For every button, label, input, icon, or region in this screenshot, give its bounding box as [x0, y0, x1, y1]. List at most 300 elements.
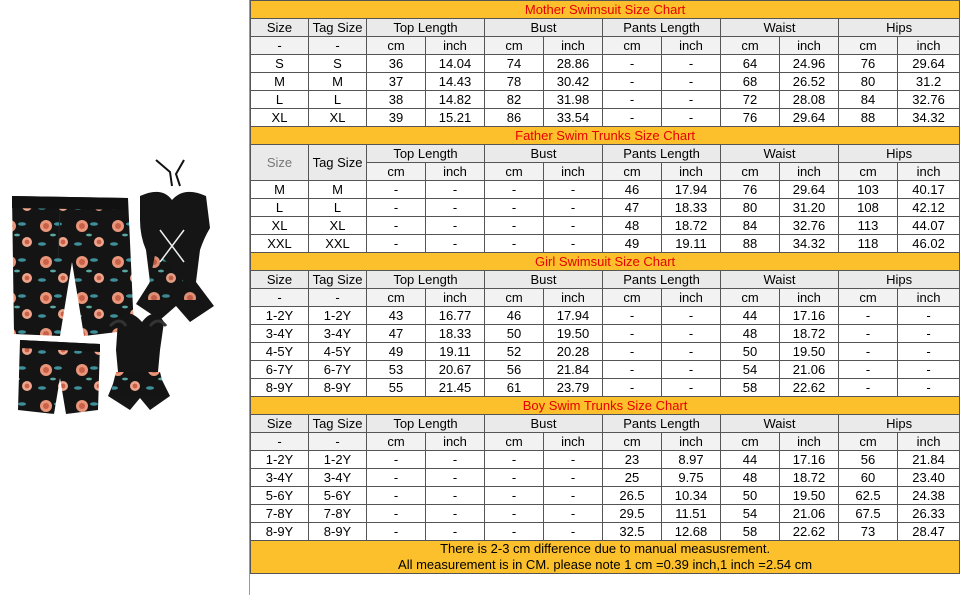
table-cell: XL — [309, 109, 367, 127]
table-cell: - — [662, 343, 721, 361]
unit-cell: cm — [603, 433, 662, 451]
table-cell: 11.51 — [662, 505, 721, 523]
table-cell: 74 — [485, 55, 544, 73]
table-cell: 21.06 — [780, 505, 839, 523]
table-cell: - — [367, 217, 426, 235]
size-chart-table — [250, 0, 960, 574]
table-row — [251, 451, 960, 469]
table-cell: M — [251, 73, 309, 91]
table-cell: 8-9Y — [309, 379, 367, 397]
table-cell: 34.32 — [780, 235, 839, 253]
table-cell: S — [251, 55, 309, 73]
table-cell: - — [898, 379, 960, 397]
unit-cell: - — [251, 433, 309, 451]
table-cell: 8-9Y — [251, 523, 309, 541]
size-chart — [250, 0, 960, 574]
table-cell: - — [485, 505, 544, 523]
column-header-pants-length: Pants Length — [603, 19, 721, 37]
table-cell: 28.08 — [780, 91, 839, 109]
unit-cell: inch — [898, 433, 960, 451]
table-cell: 82 — [485, 91, 544, 109]
table-row — [251, 343, 960, 361]
table-cell: - — [839, 307, 898, 325]
unit-cell: - — [251, 37, 309, 55]
size-chart-body — [251, 1, 960, 574]
table-cell: - — [603, 73, 662, 91]
section-title: Girl Swimsuit Size Chart — [251, 253, 960, 271]
table-row — [251, 469, 960, 487]
unit-cell: cm — [485, 163, 544, 181]
table-cell: 25 — [603, 469, 662, 487]
section-title: Mother Swimsuit Size Chart — [251, 1, 960, 19]
table-row — [251, 199, 960, 217]
column-header-pants-length: Pants Length — [603, 415, 721, 433]
section-title: Father Swim Trunks Size Chart — [251, 127, 960, 145]
table-cell: 113 — [839, 217, 898, 235]
column-header-size: Size — [251, 415, 309, 433]
table-cell: 31.20 — [780, 199, 839, 217]
table-cell: 84 — [721, 217, 780, 235]
table-cell: 32.5 — [603, 523, 662, 541]
column-header-top-length: Top Length — [367, 145, 485, 163]
table-cell: 43 — [367, 307, 426, 325]
table-cell: 29.64 — [780, 181, 839, 199]
table-row — [251, 379, 960, 397]
column-header-bust: Bust — [485, 271, 603, 289]
unit-row — [251, 37, 960, 55]
column-header-waist: Waist — [721, 145, 839, 163]
table-cell: 19.50 — [780, 343, 839, 361]
table-cell: XL — [251, 217, 309, 235]
unit-cell: cm — [367, 433, 426, 451]
table-cell: 18.33 — [426, 325, 485, 343]
table-cell: - — [426, 199, 485, 217]
table-row — [251, 55, 960, 73]
table-cell: 48 — [603, 217, 662, 235]
table-cell: 22.62 — [780, 379, 839, 397]
unit-cell: inch — [544, 163, 603, 181]
table-cell: L — [309, 199, 367, 217]
table-cell: 26.33 — [898, 505, 960, 523]
table-cell: 42.12 — [898, 199, 960, 217]
column-header-bust: Bust — [485, 145, 603, 163]
table-cell: 58 — [721, 523, 780, 541]
table-cell: 3-4Y — [251, 469, 309, 487]
column-header-size: Size — [251, 271, 309, 289]
table-cell: 29.64 — [780, 109, 839, 127]
table-cell: 46 — [603, 181, 662, 199]
unit-cell: inch — [544, 289, 603, 307]
table-cell: 47 — [603, 199, 662, 217]
table-cell: - — [662, 361, 721, 379]
table-cell: 118 — [839, 235, 898, 253]
table-cell: - — [603, 55, 662, 73]
table-cell: - — [544, 451, 603, 469]
table-cell: 3-4Y — [251, 325, 309, 343]
father-trunks-image — [12, 196, 134, 336]
column-header-pants-length: Pants Length — [603, 271, 721, 289]
unit-cell: inch — [780, 163, 839, 181]
table-cell: 19.11 — [662, 235, 721, 253]
table-cell: 61 — [485, 379, 544, 397]
table-cell: 19.11 — [426, 343, 485, 361]
table-cell: 3-4Y — [309, 469, 367, 487]
table-cell: 7-8Y — [251, 505, 309, 523]
table-cell: 14.43 — [426, 73, 485, 91]
unit-cell: cm — [839, 163, 898, 181]
table-cell: 48 — [721, 325, 780, 343]
table-cell: - — [603, 325, 662, 343]
unit-row — [251, 289, 960, 307]
column-header-waist: Waist — [721, 271, 839, 289]
column-header-row — [251, 415, 960, 433]
table-cell: 31.2 — [898, 73, 960, 91]
mother-swimsuit-image — [136, 160, 214, 322]
column-header-hips: Hips — [839, 19, 960, 37]
unit-cell: cm — [721, 433, 780, 451]
table-cell: 1-2Y — [309, 307, 367, 325]
table-cell: - — [367, 487, 426, 505]
table-cell: - — [485, 487, 544, 505]
table-cell: - — [839, 379, 898, 397]
table-cell: 18.72 — [780, 325, 839, 343]
column-header-hips: Hips — [839, 145, 960, 163]
table-cell: - — [485, 469, 544, 487]
unit-cell: cm — [485, 433, 544, 451]
table-row — [251, 91, 960, 109]
column-header-size: Size — [251, 19, 309, 37]
table-cell: XL — [251, 109, 309, 127]
table-cell: 39 — [367, 109, 426, 127]
table-cell: XL — [309, 217, 367, 235]
table-cell: - — [544, 199, 603, 217]
column-header-tag-size: Tag Size — [309, 145, 367, 181]
table-cell: XXL — [309, 235, 367, 253]
table-cell: - — [662, 307, 721, 325]
unit-cell: cm — [603, 163, 662, 181]
product-photo — [0, 0, 250, 595]
table-cell: - — [662, 379, 721, 397]
table-cell: - — [426, 217, 485, 235]
unit-cell: cm — [603, 289, 662, 307]
table-cell: - — [367, 181, 426, 199]
table-cell: - — [603, 343, 662, 361]
table-cell: 1-2Y — [309, 451, 367, 469]
table-cell: 50 — [721, 487, 780, 505]
column-header-waist: Waist — [721, 415, 839, 433]
table-cell: 46 — [485, 307, 544, 325]
table-cell: 23.40 — [898, 469, 960, 487]
table-cell: 18.72 — [780, 469, 839, 487]
table-cell: 33.54 — [544, 109, 603, 127]
column-header-tag-size: Tag Size — [309, 271, 367, 289]
table-cell: - — [367, 469, 426, 487]
table-cell: 8-9Y — [309, 523, 367, 541]
unit-cell: inch — [426, 289, 485, 307]
table-cell: L — [251, 91, 309, 109]
note-row — [251, 541, 960, 574]
table-cell: - — [603, 379, 662, 397]
table-row — [251, 523, 960, 541]
table-cell: 5-6Y — [251, 487, 309, 505]
unit-cell: inch — [898, 289, 960, 307]
table-cell: 24.38 — [898, 487, 960, 505]
table-cell: 76 — [839, 55, 898, 73]
column-header-bust: Bust — [485, 19, 603, 37]
table-cell: 44 — [721, 451, 780, 469]
table-cell: 7-8Y — [309, 505, 367, 523]
table-cell: - — [898, 307, 960, 325]
table-cell: 21.06 — [780, 361, 839, 379]
table-cell: - — [898, 361, 960, 379]
table-cell: - — [544, 505, 603, 523]
unit-row — [251, 433, 960, 451]
table-cell: 1-2Y — [251, 307, 309, 325]
unit-cell: inch — [662, 289, 721, 307]
table-cell: 52 — [485, 343, 544, 361]
table-cell: 6-7Y — [251, 361, 309, 379]
table-cell: - — [662, 91, 721, 109]
table-cell: 8-9Y — [251, 379, 309, 397]
table-cell: 49 — [367, 343, 426, 361]
table-cell: - — [603, 307, 662, 325]
table-cell: 4-5Y — [251, 343, 309, 361]
table-cell: 1-2Y — [251, 451, 309, 469]
table-cell: - — [603, 361, 662, 379]
column-header-tag-size: Tag Size — [309, 19, 367, 37]
table-row — [251, 217, 960, 235]
table-cell: 72 — [721, 91, 780, 109]
table-cell: 29.64 — [898, 55, 960, 73]
unit-cell: inch — [426, 163, 485, 181]
table-cell: 76 — [721, 109, 780, 127]
table-cell: - — [426, 451, 485, 469]
table-cell: 12.68 — [662, 523, 721, 541]
table-cell: 26.5 — [603, 487, 662, 505]
table-cell: 17.94 — [662, 181, 721, 199]
table-cell: 30.42 — [544, 73, 603, 91]
unit-cell: inch — [898, 163, 960, 181]
table-cell: - — [544, 469, 603, 487]
table-cell: 20.67 — [426, 361, 485, 379]
table-cell: 3-4Y — [309, 325, 367, 343]
table-cell: 21.84 — [544, 361, 603, 379]
unit-cell: - — [309, 433, 367, 451]
table-cell: - — [426, 469, 485, 487]
unit-cell: cm — [839, 289, 898, 307]
table-cell: 84 — [839, 91, 898, 109]
column-header-hips: Hips — [839, 271, 960, 289]
table-cell: - — [898, 325, 960, 343]
table-cell: 17.16 — [780, 307, 839, 325]
table-cell: M — [309, 73, 367, 91]
table-cell: - — [898, 343, 960, 361]
unit-cell: inch — [662, 163, 721, 181]
table-cell: 19.50 — [544, 325, 603, 343]
table-cell: 67.5 — [839, 505, 898, 523]
table-cell: - — [544, 235, 603, 253]
table-cell: - — [662, 73, 721, 91]
unit-cell: cm — [721, 289, 780, 307]
table-row — [251, 235, 960, 253]
table-cell: 5-6Y — [309, 487, 367, 505]
table-cell: 86 — [485, 109, 544, 127]
table-cell: 4-5Y — [309, 343, 367, 361]
unit-cell: cm — [839, 37, 898, 55]
table-cell: - — [367, 523, 426, 541]
table-cell: 46.02 — [898, 235, 960, 253]
table-cell: 17.94 — [544, 307, 603, 325]
table-cell: - — [367, 235, 426, 253]
table-cell: 76 — [721, 181, 780, 199]
table-cell: - — [485, 451, 544, 469]
table-cell: 22.62 — [780, 523, 839, 541]
table-row — [251, 109, 960, 127]
table-cell: 23.79 — [544, 379, 603, 397]
unit-cell: inch — [426, 433, 485, 451]
table-row — [251, 325, 960, 343]
table-cell: 50 — [485, 325, 544, 343]
table-cell: - — [544, 487, 603, 505]
column-header-row — [251, 145, 960, 163]
column-header-top-length: Top Length — [367, 415, 485, 433]
table-row — [251, 307, 960, 325]
table-cell: 15.21 — [426, 109, 485, 127]
unit-cell: inch — [898, 37, 960, 55]
table-cell: 16.77 — [426, 307, 485, 325]
table-cell: 17.16 — [780, 451, 839, 469]
table-cell: 88 — [721, 235, 780, 253]
table-cell: M — [251, 181, 309, 199]
boy-trunks-image — [18, 340, 100, 414]
table-cell: 88 — [839, 109, 898, 127]
table-row — [251, 487, 960, 505]
column-header-waist: Waist — [721, 19, 839, 37]
table-cell: 37 — [367, 73, 426, 91]
unit-cell: inch — [544, 433, 603, 451]
unit-cell: cm — [485, 289, 544, 307]
column-header-row — [251, 19, 960, 37]
table-cell: - — [603, 109, 662, 127]
unit-cell: - — [309, 289, 367, 307]
unit-cell: cm — [367, 37, 426, 55]
table-cell: 34.32 — [898, 109, 960, 127]
section-title-row — [251, 397, 960, 415]
column-header-hips: Hips — [839, 415, 960, 433]
unit-cell: inch — [780, 433, 839, 451]
table-cell: 19.50 — [780, 487, 839, 505]
table-cell: 80 — [721, 199, 780, 217]
table-cell: 73 — [839, 523, 898, 541]
table-cell: 9.75 — [662, 469, 721, 487]
column-header-pants-length: Pants Length — [603, 145, 721, 163]
family-swimwear-illustration — [0, 0, 250, 595]
table-cell: 55 — [367, 379, 426, 397]
table-cell: - — [367, 199, 426, 217]
unit-cell: inch — [662, 433, 721, 451]
table-cell: - — [367, 451, 426, 469]
note-line-1: There is 2-3 cm difference due to manual measusrement. — [440, 541, 771, 556]
table-cell: S — [309, 55, 367, 73]
table-cell: 38 — [367, 91, 426, 109]
table-cell: 49 — [603, 235, 662, 253]
table-cell: 29.5 — [603, 505, 662, 523]
unit-cell: cm — [485, 37, 544, 55]
table-cell: - — [603, 91, 662, 109]
table-cell: - — [485, 199, 544, 217]
unit-cell: inch — [544, 37, 603, 55]
unit-cell: - — [251, 289, 309, 307]
table-cell: - — [839, 343, 898, 361]
table-cell: 56 — [839, 451, 898, 469]
table-cell: - — [426, 235, 485, 253]
table-row — [251, 505, 960, 523]
table-cell: 21.45 — [426, 379, 485, 397]
table-cell: - — [485, 235, 544, 253]
unit-cell: inch — [780, 289, 839, 307]
table-cell: - — [544, 181, 603, 199]
table-cell: 24.96 — [780, 55, 839, 73]
table-cell: - — [485, 523, 544, 541]
table-row — [251, 361, 960, 379]
table-cell: 54 — [721, 505, 780, 523]
column-header-bust: Bust — [485, 415, 603, 433]
table-cell: 80 — [839, 73, 898, 91]
table-cell: L — [251, 199, 309, 217]
unit-cell: - — [309, 37, 367, 55]
unit-cell: inch — [662, 37, 721, 55]
table-cell: 18.33 — [662, 199, 721, 217]
table-cell: 14.82 — [426, 91, 485, 109]
table-cell: 31.98 — [544, 91, 603, 109]
table-cell: - — [426, 523, 485, 541]
table-cell: 23 — [603, 451, 662, 469]
table-cell: - — [662, 325, 721, 343]
table-cell: 50 — [721, 343, 780, 361]
table-cell: 32.76 — [898, 91, 960, 109]
table-cell: 26.52 — [780, 73, 839, 91]
table-cell: 44 — [721, 307, 780, 325]
table-cell: 8.97 — [662, 451, 721, 469]
note-line-2: All measurement is in CM. please note 1 cm =0.39 inch,1 inch =2.54 cm — [398, 557, 813, 572]
table-cell: 62.5 — [839, 487, 898, 505]
table-cell: - — [544, 523, 603, 541]
table-cell: 21.84 — [898, 451, 960, 469]
table-cell: 103 — [839, 181, 898, 199]
column-header-top-length: Top Length — [367, 271, 485, 289]
table-cell: 78 — [485, 73, 544, 91]
table-cell: 18.72 — [662, 217, 721, 235]
unit-cell: cm — [721, 163, 780, 181]
measurement-note — [251, 541, 960, 574]
table-cell: 54 — [721, 361, 780, 379]
section-title: Boy Swim Trunks Size Chart — [251, 397, 960, 415]
section-title-row — [251, 1, 960, 19]
unit-cell: inch — [426, 37, 485, 55]
table-cell: 28.47 — [898, 523, 960, 541]
table-cell: 68 — [721, 73, 780, 91]
table-cell: 44.07 — [898, 217, 960, 235]
unit-cell: cm — [367, 163, 426, 181]
table-cell: - — [839, 361, 898, 379]
unit-cell: cm — [367, 289, 426, 307]
column-header-top-length: Top Length — [367, 19, 485, 37]
table-cell: 108 — [839, 199, 898, 217]
table-cell: 56 — [485, 361, 544, 379]
unit-cell: cm — [603, 37, 662, 55]
table-cell: - — [662, 55, 721, 73]
table-cell: - — [426, 487, 485, 505]
